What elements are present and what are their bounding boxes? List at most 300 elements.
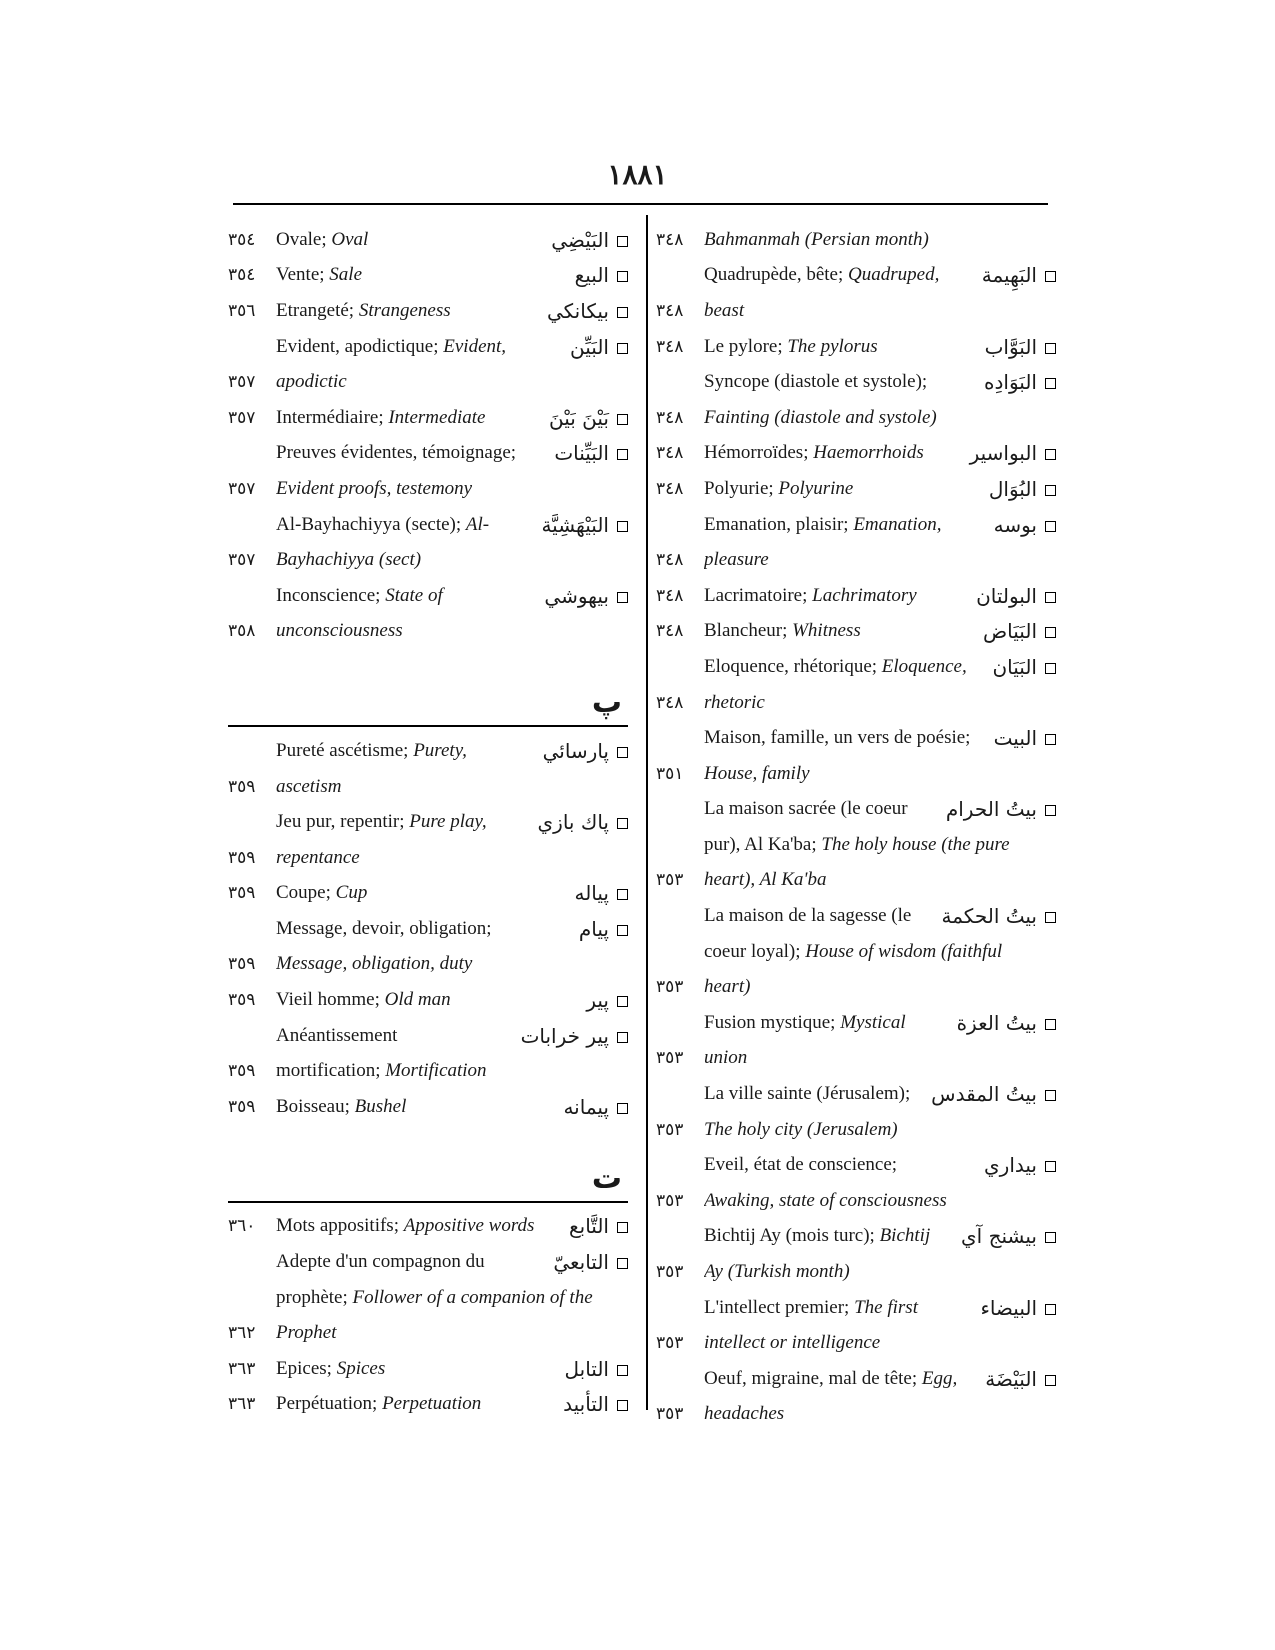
entry-row: [228, 436, 628, 472]
definition-text: [276, 882, 568, 904]
arabic-term: التابل: [559, 1357, 629, 1381]
definition-text: [704, 1225, 955, 1247]
definition-text: [276, 1215, 563, 1237]
french-text: Pureté ascétisme;: [276, 739, 414, 761]
bullet-square-icon: [617, 343, 628, 354]
bullet-square-icon: [1045, 1304, 1056, 1315]
entry-row: [656, 614, 1056, 650]
french-text: Ovale;: [276, 228, 332, 250]
definition-text: [704, 336, 979, 358]
arabic-term: التأبيد: [557, 1392, 628, 1416]
bullet-square-icon: [617, 1032, 628, 1043]
arabic-term: پياله: [568, 881, 628, 905]
bullet-square-icon: [617, 271, 628, 282]
definition-text: [704, 1083, 925, 1105]
english-text: heart): [704, 976, 751, 998]
entry-row: [228, 733, 628, 769]
page-reference: ٣٥٩: [228, 1061, 256, 1082]
entry-row: [228, 1209, 628, 1245]
page-reference: ٣٤٨: [656, 407, 684, 428]
entry-row: [228, 1053, 628, 1089]
definition-text: [704, 763, 1056, 785]
french-text: Vieil homme;: [276, 989, 385, 1011]
page-reference: ٣٤٨: [656, 478, 684, 499]
english-text: intellect or intelligence: [704, 1332, 881, 1354]
definition-text: [704, 727, 988, 749]
bullet-square-icon: [617, 414, 628, 425]
french-text: Inconscience;: [276, 584, 386, 606]
definition-text: [704, 442, 964, 464]
english-text: Intermediate: [388, 406, 486, 428]
bullet-square-icon: [1045, 734, 1056, 745]
arabic-term: بيتُ المقدس: [925, 1082, 1056, 1106]
definition-text: [704, 869, 1056, 891]
right-column: [656, 222, 1056, 1432]
english-text: The holy city (Jerusalem): [704, 1118, 898, 1140]
entry-row: [656, 1325, 1056, 1361]
page-reference: ٣٥٧: [228, 372, 256, 393]
bullet-square-icon: [1045, 663, 1056, 674]
entry-row: [228, 804, 628, 840]
english-text: House, family: [704, 762, 810, 784]
page-reference: ٣٥٣: [656, 1262, 684, 1283]
definition-text: [704, 941, 1056, 963]
english-text: Strangeness: [358, 299, 451, 321]
page-reference: ٣٦٠: [228, 1216, 256, 1237]
entry-row: [656, 685, 1056, 721]
english-text: Old man: [384, 989, 451, 1011]
page-reference: ٣٥٣: [656, 870, 684, 891]
definition-text: [276, 776, 628, 798]
bullet-square-icon: [1045, 521, 1056, 532]
definition-text: [276, 811, 532, 833]
entry-row: [656, 1041, 1056, 1077]
bullet-square-icon: [1045, 912, 1056, 923]
page-reference: ٣٥٩: [228, 1096, 256, 1117]
definition-text: [704, 1261, 1056, 1283]
entry-row: [228, 614, 628, 650]
english-text: Evident proofs, testemony: [276, 477, 473, 499]
arabic-term: پير: [580, 988, 628, 1012]
bullet-square-icon: [617, 925, 628, 936]
entry-row: [228, 1315, 628, 1351]
definition-text: [276, 478, 628, 500]
entry-row: [228, 840, 628, 876]
arabic-term: پيام: [573, 917, 628, 941]
english-text: Haemorrhoids: [813, 442, 924, 464]
entry-row: [656, 471, 1056, 507]
english-text: Bayhachiyya (sect): [276, 549, 422, 571]
french-text: Perpétuation;: [276, 1393, 383, 1415]
definition-text: [704, 1119, 1056, 1141]
english-text: Spices: [336, 1357, 386, 1379]
french-text: Mots appositifs;: [276, 1215, 404, 1237]
english-text: Bichtij: [879, 1225, 931, 1247]
entry-row: [228, 329, 628, 365]
french-text: Fusion mystique;: [704, 1011, 841, 1033]
entry-row: [228, 578, 628, 614]
entry-row: [656, 827, 1056, 863]
arabic-term: التابعيّ: [547, 1250, 628, 1274]
section-pe-heading: [228, 685, 628, 725]
definition-text: [276, 740, 537, 762]
english-text: Ay (Turkish month): [704, 1261, 850, 1283]
english-text: Emanation,: [853, 513, 942, 535]
page-number: ١٨٨١: [607, 158, 668, 191]
definition-text: [276, 953, 628, 975]
arabic-term: پيمانه: [557, 1095, 628, 1119]
entry-row: [656, 1397, 1056, 1433]
arabic-term: بَيْنَ بَيْنَ: [543, 406, 628, 430]
entry-row: [656, 1076, 1056, 1112]
arabic-term: البيت: [988, 726, 1056, 750]
definition-text: [276, 300, 541, 322]
entry-row: [228, 769, 628, 805]
bullet-square-icon: [1045, 592, 1056, 603]
english-text: unconsciousness: [276, 620, 403, 642]
french-text: Intermédiaire;: [276, 406, 389, 428]
entry-row: [656, 364, 1056, 400]
entry-row: [656, 1147, 1056, 1183]
english-text: Mystical: [840, 1011, 906, 1033]
page-reference: ٣٥٦: [228, 300, 256, 321]
page-reference: ٣٥٩: [228, 990, 256, 1011]
entry-row: [228, 876, 628, 912]
english-text: Purety,: [413, 739, 467, 761]
page-reference: ٣٥٩: [228, 883, 256, 904]
entry-row: [656, 329, 1056, 365]
definition-text: [704, 229, 1056, 251]
definition-text: [276, 442, 548, 464]
arabic-term: البَوَادِه: [978, 370, 1056, 394]
definition-text: [276, 514, 535, 536]
definition-text: [704, 976, 1056, 998]
english-text: ascetism: [276, 775, 342, 797]
bullet-square-icon: [1045, 1232, 1056, 1243]
definition-text: [276, 1358, 559, 1380]
entry-row: [656, 436, 1056, 472]
section-te-heading: [228, 1161, 628, 1201]
bullet-square-icon: [1045, 343, 1056, 354]
page-reference: ٣٥٣: [656, 977, 684, 998]
bullet-square-icon: [1045, 449, 1056, 460]
arabic-term: البَيْضَة: [979, 1367, 1056, 1391]
definition-text: [276, 1393, 557, 1415]
bullet-square-icon: [617, 818, 628, 829]
entry-row: [656, 1290, 1056, 1326]
definition-text: [704, 1154, 978, 1176]
entry-row: [656, 1254, 1056, 1290]
english-text: Quadruped,: [848, 264, 940, 286]
definition-text: [704, 1368, 979, 1390]
page-reference: ٣٦٢: [228, 1323, 256, 1344]
bullet-square-icon: [1045, 1375, 1056, 1386]
french-text: Etrangeté;: [276, 299, 359, 321]
english-text: Oval: [331, 228, 369, 250]
section-gap: [228, 649, 628, 685]
arabic-term: بيهوشي: [538, 584, 628, 608]
section-letter: ت: [591, 1160, 622, 1196]
definition-text: [704, 585, 970, 607]
entry-row: [656, 1219, 1056, 1255]
entry-row: [228, 1018, 628, 1054]
entry-row: [228, 258, 628, 294]
definition-text: [704, 549, 1056, 571]
definition-text: [276, 1251, 547, 1273]
page-reference: ٣٥١: [656, 763, 684, 784]
english-text: Perpetuation: [382, 1393, 482, 1415]
french-text: L'intellect premier;: [704, 1296, 855, 1318]
entry-row: [228, 1244, 628, 1280]
english-text: The holy house (the pure: [821, 833, 1010, 855]
french-text: Bichtij Ay (mois turc);: [704, 1225, 880, 1247]
page-reference: ٣٤٨: [656, 621, 684, 642]
definition-text: [276, 1322, 628, 1344]
bullet-square-icon: [617, 996, 628, 1007]
definition-text: [704, 692, 1056, 714]
arabic-term: البَيِّنات: [548, 441, 628, 465]
english-text: Al-: [465, 513, 490, 535]
french-text: Polyurie;: [704, 477, 779, 499]
page-reference: ٣٥٤: [228, 229, 256, 250]
french-text: Eveil, état de conscience;: [704, 1154, 898, 1176]
definition-text: [276, 264, 569, 286]
entry-row: [656, 507, 1056, 543]
definition-text: [704, 834, 1056, 856]
definition-text: [276, 847, 628, 869]
english-text: repentance: [276, 846, 360, 868]
page-reference: ٣٥٩: [228, 954, 256, 975]
bullet-square-icon: [617, 449, 628, 460]
page-reference: ٣٤٨: [656, 229, 684, 250]
page-reference: ٣٥٩: [228, 776, 256, 797]
entry-row: [656, 1005, 1056, 1041]
entry-row: [656, 898, 1056, 934]
page-reference: ٣٤٨: [656, 300, 684, 321]
definition-text: [704, 620, 977, 642]
bullet-square-icon: [617, 307, 628, 318]
bullet-square-icon: [617, 1258, 628, 1269]
entry-row: [228, 1387, 628, 1423]
page-reference: ٣٥٣: [656, 1119, 684, 1140]
bullet-square-icon: [617, 592, 628, 603]
definition-text: [704, 1297, 974, 1319]
english-text: Egg,: [921, 1367, 958, 1389]
french-text: Le pylore;: [704, 335, 788, 357]
arabic-term: بيداري: [978, 1153, 1056, 1177]
entry-row: [656, 863, 1056, 899]
definition-text: [704, 1012, 951, 1034]
arabic-term: البولتان: [970, 584, 1056, 608]
bullet-square-icon: [617, 1400, 628, 1411]
definition-text: [704, 1190, 1056, 1212]
english-text: House of wisdom (faithful: [805, 940, 1003, 962]
bullet-square-icon: [1045, 1090, 1056, 1101]
section-gap: [228, 1125, 628, 1161]
bullet-square-icon: [617, 747, 628, 758]
page-reference: ٣٤٨: [656, 692, 684, 713]
french-text: Maison, famille, un vers de poésie;: [704, 727, 971, 749]
entry-row: [228, 400, 628, 436]
french-text: Evident, apodictique;: [276, 335, 444, 357]
english-text: Awaking, state of consciousness: [704, 1189, 947, 1211]
french-text: mortification;: [276, 1060, 386, 1082]
column-divider: [646, 215, 648, 1410]
french-text: coeur loyal);: [704, 940, 806, 962]
bullet-square-icon: [617, 1222, 628, 1233]
definition-text: [276, 989, 580, 1011]
entry-row: [656, 578, 1056, 614]
english-text: The pylorus: [787, 335, 878, 357]
english-text: Bahmanmah (Persian month): [704, 228, 929, 250]
entry-row: [656, 400, 1056, 436]
english-text: Mortification: [385, 1060, 487, 1082]
definition-text: [704, 656, 986, 678]
french-text: prophète;: [276, 1286, 353, 1308]
french-text: Lacrimatoire;: [704, 584, 813, 606]
page-reference: ٣٦٣: [228, 1358, 256, 1379]
entry-row: [228, 542, 628, 578]
arabic-term: البَيَان: [986, 655, 1056, 679]
entry-row: [228, 947, 628, 983]
entry-row: [656, 293, 1056, 329]
english-text: State of: [385, 584, 443, 606]
definition-text: [276, 336, 564, 358]
english-text: heart), Al Ka'ba: [704, 869, 827, 891]
english-text: Message, obligation, duty: [276, 953, 473, 975]
header-rule: [233, 203, 1048, 205]
entry-row: [656, 969, 1056, 1005]
bullet-square-icon: [617, 236, 628, 247]
page-reference: ٣٥٧: [228, 478, 256, 499]
french-text: Anéantissement: [276, 1024, 398, 1046]
entry-row: [656, 1361, 1056, 1397]
french-text: Message, devoir, obligation;: [276, 917, 492, 939]
definition-text: [704, 478, 983, 500]
definition-text: [704, 514, 988, 536]
page-reference: ٣٥٤: [228, 265, 256, 286]
section-rule: [228, 725, 628, 727]
english-text: Cup: [335, 882, 368, 904]
entry-row: [228, 222, 628, 258]
english-text: apodictic: [276, 371, 347, 393]
entry-row: [228, 1280, 628, 1316]
definition-text: [276, 1096, 557, 1118]
arabic-term: پاك بازي: [532, 810, 628, 834]
bullet-square-icon: [617, 889, 628, 900]
page-reference: ٣٤٨: [656, 550, 684, 571]
arabic-term: البواسير: [964, 441, 1056, 465]
entry-row: [228, 293, 628, 329]
definition-text: [276, 620, 628, 642]
definition-text: [704, 407, 1056, 429]
bullet-square-icon: [617, 521, 628, 532]
french-text: Coupe;: [276, 882, 336, 904]
page-reference: ٣٦٣: [228, 1394, 256, 1415]
page-reference: ٣٥٣: [656, 1404, 684, 1425]
english-text: Evident,: [443, 335, 507, 357]
french-text: Emanation, plaisir;: [704, 513, 854, 535]
arabic-term: البَيَاض: [977, 619, 1056, 643]
entry-row: [656, 222, 1056, 258]
definition-text: [276, 1287, 628, 1309]
french-text: La maison sacrée (le coeur: [704, 798, 908, 820]
english-text: Polyurine: [778, 477, 854, 499]
entry-row: [228, 1089, 628, 1125]
arabic-term: البُوَال: [983, 477, 1056, 501]
english-text: Eloquence,: [881, 655, 967, 677]
definition-text: [276, 918, 573, 940]
definition-text: [704, 264, 976, 286]
definition-text: [704, 905, 936, 927]
page-reference: ٣٥٣: [656, 1333, 684, 1354]
entry-row: [656, 1183, 1056, 1219]
section-rule: [228, 1201, 628, 1203]
french-text: Eloquence, rhétorique;: [704, 655, 882, 677]
arabic-term: البَوَّاب: [979, 335, 1056, 359]
page-reference: ٣٥٨: [228, 621, 256, 642]
definition-text: [276, 407, 543, 429]
french-text: Adepte d'un compagnon du: [276, 1251, 485, 1273]
english-text: headaches: [704, 1403, 785, 1425]
arabic-term: البَيْضِي: [545, 228, 628, 252]
entry-row: [656, 934, 1056, 970]
definition-text: [276, 229, 545, 251]
english-text: Fainting (diastole and systole): [704, 406, 937, 428]
french-text: Syncope (diastole et systole);: [704, 371, 928, 393]
definition-text: [704, 1403, 1056, 1425]
section-letter: پ: [591, 685, 622, 721]
definition-text: [276, 371, 628, 393]
arabic-term: البيضاء: [974, 1296, 1056, 1320]
entry-row: [228, 1351, 628, 1387]
page-reference: ٣٥٧: [228, 550, 256, 571]
entry-row: [656, 792, 1056, 828]
page-reference: ٣٥٩: [228, 847, 256, 868]
definition-text: [704, 300, 1056, 322]
bullet-square-icon: [617, 1365, 628, 1376]
definition-text: [704, 371, 978, 393]
arabic-term: بيتُ الحرام: [940, 797, 1056, 821]
entry-row: [656, 720, 1056, 756]
english-text: Pure play,: [409, 811, 487, 833]
english-text: Follower of a companion of the: [352, 1286, 593, 1308]
page-reference: ٣٥٣: [656, 1048, 684, 1069]
english-text: The first: [854, 1296, 918, 1318]
english-text: Whitness: [792, 620, 861, 642]
english-text: rhetoric: [704, 691, 765, 713]
french-text: La maison de la sagesse (le: [704, 905, 912, 927]
english-text: beast: [704, 299, 745, 321]
bullet-square-icon: [617, 1103, 628, 1114]
arabic-term: بيشنج آي: [955, 1224, 1056, 1248]
arabic-term: بيتُ العزة: [951, 1011, 1056, 1035]
page-reference: ٣٥٣: [656, 1190, 684, 1211]
definition-text: [276, 1025, 515, 1047]
french-text: Oeuf, migraine, mal de tête;: [704, 1367, 922, 1389]
french-text: pur), Al Ka'ba;: [704, 833, 822, 855]
entry-row: [228, 982, 628, 1018]
entry-row: [656, 542, 1056, 578]
entry-row: [228, 507, 628, 543]
arabic-term: البَيِّن: [564, 335, 628, 359]
english-text: union: [704, 1047, 748, 1069]
entry-row: [656, 1112, 1056, 1148]
english-text: pleasure: [704, 549, 769, 571]
definition-text: [704, 1047, 1056, 1069]
french-text: Quadrupède, bête;: [704, 264, 849, 286]
arabic-term: البَيْهَشِيَّة: [535, 513, 628, 537]
